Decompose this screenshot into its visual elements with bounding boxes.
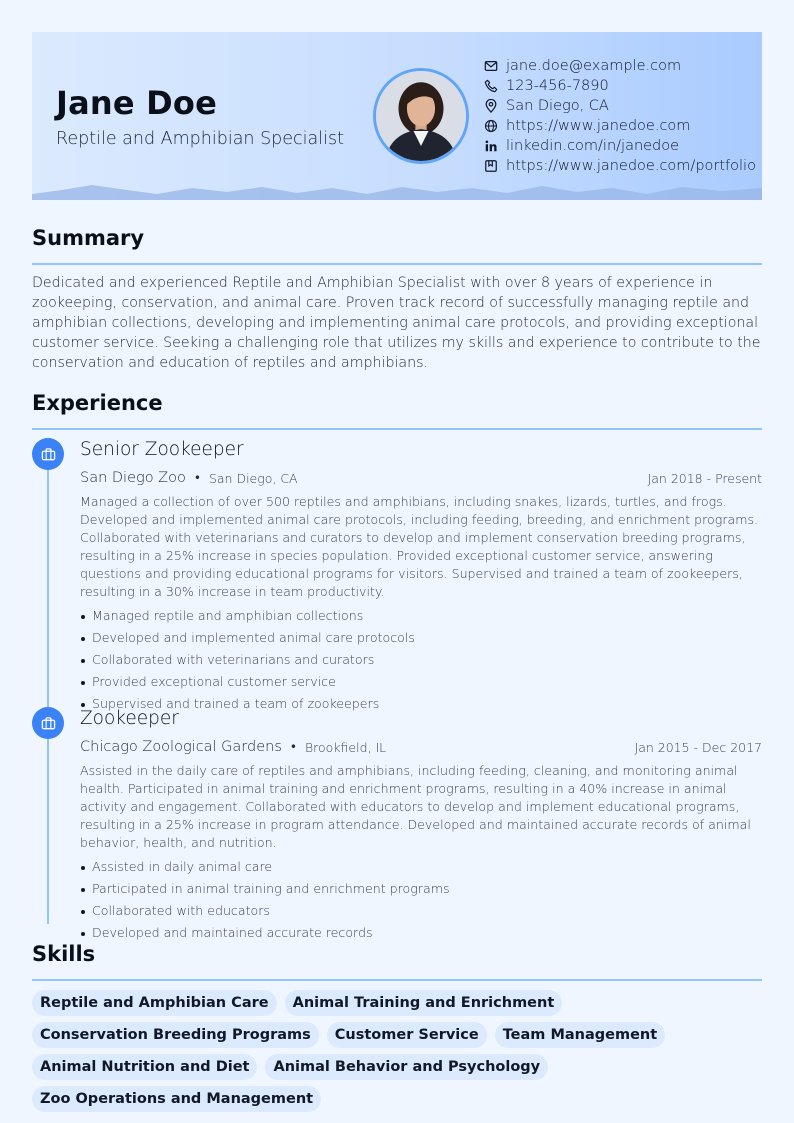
experience-heading: Experience <box>32 391 163 415</box>
skill-pill: Animal Behavior and Psychology <box>265 1054 548 1080</box>
contact-linkedin[interactable] <box>484 136 756 156</box>
linkedin-icon <box>484 139 498 153</box>
candidate-name: Jane Doe <box>56 84 217 122</box>
portrait-photo <box>376 71 466 161</box>
job-description: Managed a collection of over 500 reptiles and amphibians, including snakes, lizards, turtles, and frogs. Developed and implemented animal care protocols, including feeding, breeding, and enrichment programs. Collaborated with veterinarians and curators to develop and implement conservation breeding programs, resulting in a 25% increase in species population. Provided exceptional customer service, answering questions and providing educational programs for visitors. Supervised and trained a team of zookeepers, resulting in a 30% increase in team productivity. <box>80 494 759 599</box>
experience-divider <box>32 428 762 430</box>
skill-pill: Team Management <box>495 1022 665 1048</box>
portfolio-icon <box>484 159 498 173</box>
contact-location-text: San Diego, CA <box>506 98 609 114</box>
job-bullets <box>80 856 762 944</box>
skills-heading: Skills <box>32 942 96 966</box>
job-bullet: Managed reptile and amphibian collections <box>80 605 762 627</box>
job-entry <box>80 708 762 944</box>
job-meta <box>80 465 762 491</box>
meta-separator: • <box>289 740 297 754</box>
globe-icon <box>484 119 498 133</box>
job-bullet: Supervised and trained a team of zookeepers <box>80 693 762 715</box>
skills-divider <box>32 979 762 981</box>
job-company: Chicago Zoological Gardens <box>80 739 282 755</box>
job-bullets <box>80 605 762 715</box>
contact-list <box>484 56 756 176</box>
summary-text: Dedicated and experienced Reptile and Amphibian Specialist with over 8 years of experience in zookeeping, conservation, and animal care. Proven track record of successfully managing reptile and amphibian collections, developing and implementing animal care protocols, and providing exceptional customer service. Seeking a challenging role that utilizes my skills and experience to contribute to the conservation and education of reptiles and amphibians. <box>32 275 761 371</box>
job-bullet: Developed and maintained accurate records <box>80 922 762 944</box>
job-title: Senior Zookeeper <box>80 439 244 460</box>
contact-phone[interactable] <box>484 76 756 96</box>
job-bullet: Assisted in daily animal care <box>80 856 762 878</box>
mail-icon <box>484 59 498 73</box>
skill-pill: Animal Nutrition and Diet <box>32 1054 257 1080</box>
briefcase-icon <box>41 447 56 462</box>
header-wave-decoration <box>32 182 762 200</box>
skill-pill: Reptile and Amphibian Care <box>32 990 277 1016</box>
job-location: San Diego, CA <box>208 470 298 486</box>
contact-portfolio[interactable] <box>484 156 756 176</box>
job-meta <box>80 734 762 760</box>
contact-phone-text: 123-456-7890 <box>506 78 609 94</box>
contact-email-text: jane.doe@example.com <box>506 58 682 74</box>
contact-location <box>484 96 756 116</box>
timeline-line <box>47 468 49 924</box>
skills-list <box>32 990 762 1112</box>
job-entry <box>80 439 762 715</box>
location-pin-icon <box>484 99 498 113</box>
job-bullet: Participated in animal training and enrichment programs <box>80 878 762 900</box>
meta-separator: • <box>193 471 201 485</box>
job-bullet: Developed and implemented animal care protocols <box>80 627 762 649</box>
summary-divider <box>32 263 762 265</box>
job-bullet: Collaborated with educators <box>80 900 762 922</box>
contact-email[interactable] <box>484 56 756 76</box>
candidate-title: Reptile and Amphibian Specialist <box>56 129 344 149</box>
summary-heading: Summary <box>32 226 145 250</box>
contact-linkedin-text: linkedin.com/in/janedoe <box>506 138 680 154</box>
skill-pill: Animal Training and Enrichment <box>285 990 563 1016</box>
job-description: Assisted in the daily care of reptiles and amphibians, including feeding, cleaning, and monitoring animal health. Participated in animal training and enrichment programs, resulting in a 40% increase in animal activity and engagement. Collaborated with educators to develop and implement educational programs, resulting in a 25% increase in program attendance. Developed and maintained accurate records of animal behavior, health, and nutrition. <box>80 763 751 850</box>
skill-pill: Zoo Operations and Management <box>32 1086 321 1112</box>
job-company: San Diego Zoo <box>80 470 186 486</box>
timeline-marker-2 <box>32 707 64 739</box>
job-bullet: Collaborated with veterinarians and curators <box>80 649 762 671</box>
job-title: Zookeeper <box>80 708 179 729</box>
phone-icon <box>484 79 498 93</box>
contact-portfolio-text: https://www.janedoe.com/portfolio <box>506 158 756 174</box>
job-dates: Jan 2018 - Present <box>647 470 762 486</box>
skill-pill: Customer Service <box>327 1022 487 1048</box>
briefcase-icon <box>41 716 56 731</box>
avatar <box>373 68 469 164</box>
job-bullet: Provided exceptional customer service <box>80 671 762 693</box>
contact-website[interactable] <box>484 116 756 136</box>
skill-pill: Conservation Breeding Programs <box>32 1022 319 1048</box>
job-location: Brookfield, IL <box>304 739 387 755</box>
contact-website-text: https://www.janedoe.com <box>506 118 691 134</box>
timeline-marker-1 <box>32 438 64 470</box>
resume-header <box>32 32 762 200</box>
job-dates: Jan 2015 - Dec 2017 <box>634 739 762 755</box>
